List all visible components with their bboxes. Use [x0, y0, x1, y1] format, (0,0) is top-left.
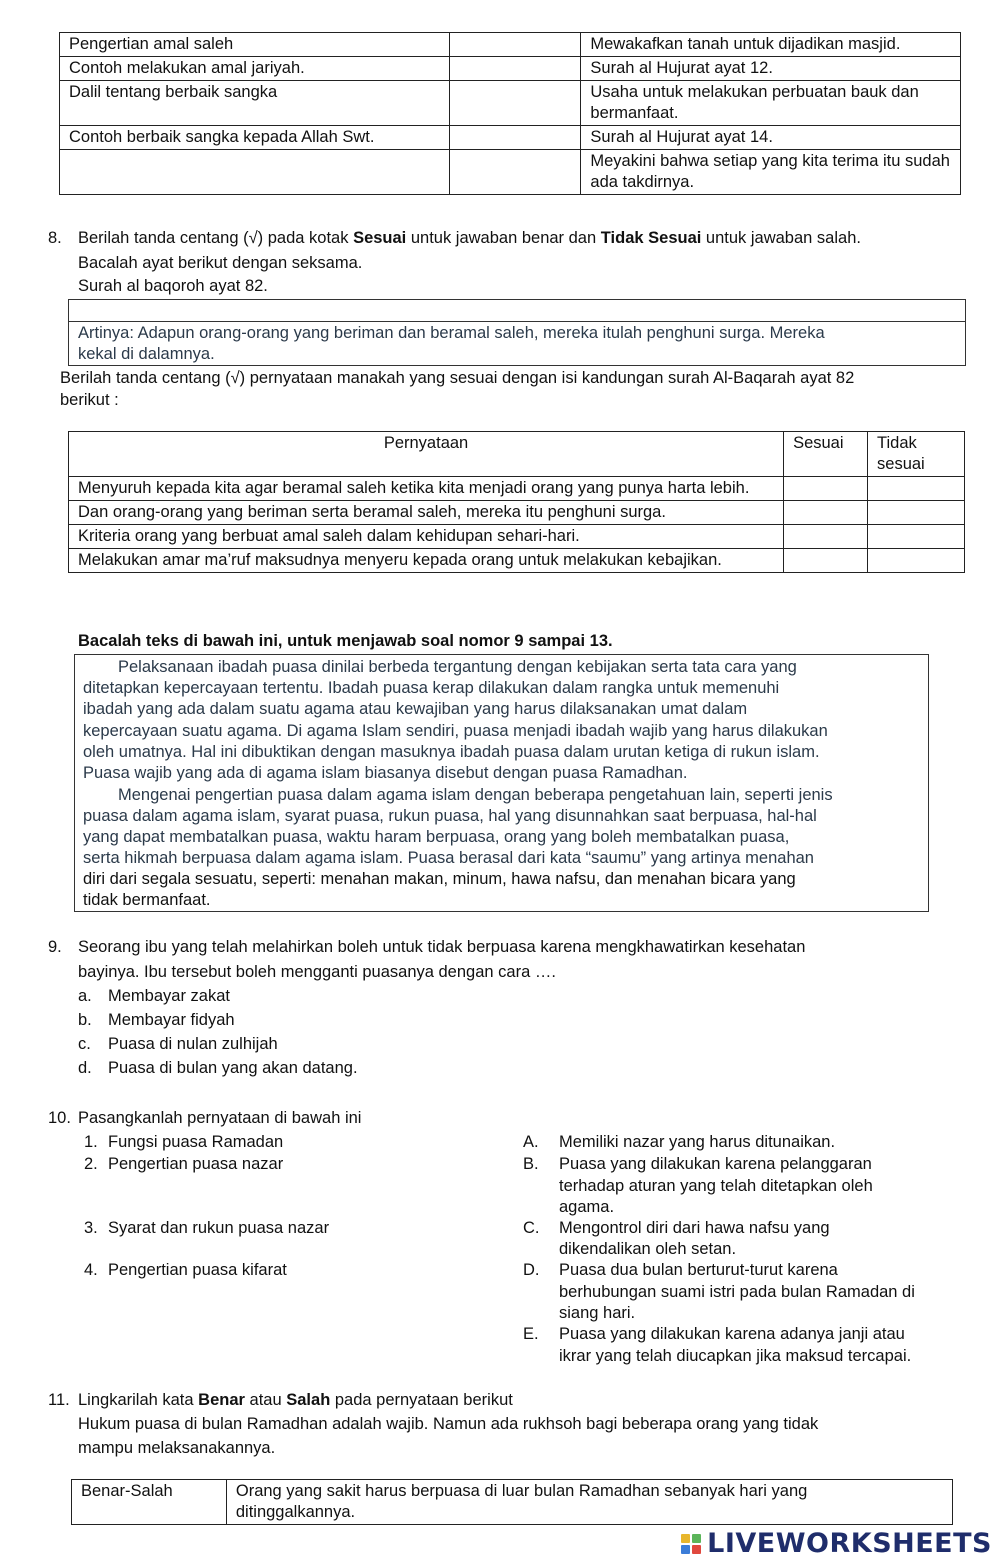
match-left-number: 2. — [84, 1155, 98, 1173]
table-row — [69, 477, 965, 501]
statement-prompt: berikut : — [60, 391, 119, 409]
statement-table — [68, 431, 965, 573]
question-11-number: 11. — [48, 1391, 70, 1409]
passage-line: ditetapkan kepercayaan tertentu. Ibadah puasa kerap dilakukan dalam rangka untuk memenuhi — [83, 679, 780, 697]
match-right-item-cont: ikrar yang telah diucapkan jika maksud tercapai. — [559, 1347, 912, 1365]
tidak-sesuai-checkbox[interactable] — [868, 501, 965, 525]
match-right-item[interactable]: Puasa yang dilakukan karena adanya janji atau — [559, 1325, 905, 1343]
statement-cell: Orang yang sakit harus berpuasa di luar bulan Ramadhan sebanyak hari yang ditinggalkannya. — [226, 1480, 952, 1525]
option-d-text[interactable]: Puasa di bulan yang akan datang. — [108, 1059, 358, 1077]
answer-blank[interactable] — [449, 33, 581, 57]
match-right-letter: C. — [523, 1219, 540, 1237]
match-right-item[interactable]: Puasa yang dilakukan karena pelanggaran — [559, 1155, 872, 1173]
sesuai-checkbox[interactable] — [784, 525, 868, 549]
statement-cell: Melakukan amar ma’ruf maksudnya menyeru kepada orang untuk melakukan kebajikan. — [69, 549, 784, 573]
question-11-instruction: Lingkarilah kata Benar atau Salah pada pernyataan berikut — [78, 1391, 513, 1409]
statement-cell: Kriteria orang yang berbuat amal saleh dalam kehidupan sehari-hari. — [69, 525, 784, 549]
answer-blank[interactable] — [449, 81, 581, 126]
option-c[interactable]: c. — [78, 1035, 91, 1053]
passage-line: ibadah yang ada dalam suatu agama atau kewajiban yang harus dilaksanakan umat dalam — [83, 700, 748, 718]
match-right-letter: E. — [523, 1325, 539, 1343]
table-cell: Usaha untuk melakukan perbuatan bauk dan bermanfaat. — [581, 81, 961, 126]
table-row — [69, 525, 965, 549]
match-right-item-cont: siang hari. — [559, 1304, 636, 1322]
table-row — [69, 549, 965, 573]
question-11-text: mampu melaksanakannya. — [78, 1439, 276, 1457]
match-left-item[interactable]: Pengertian puasa kifarat — [108, 1261, 287, 1279]
passage-line: Pelaksanaan ibadah puasa dinilai berbeda tergantung dengan kebijakan serta tata cara yang — [118, 658, 797, 676]
match-right-item-cont: dikendalikan oleh setan. — [559, 1240, 737, 1258]
table-cell: Contoh berbaik sangka kepada Allah Swt. — [60, 126, 450, 150]
passage-line: diri dari segala sesuatu, seperti: menahan makan, minum, hawa nafsu, dan menahan bicara yang — [83, 870, 796, 888]
logo-mark-icon — [681, 1534, 701, 1554]
passage-line: tidak bermanfaat. — [83, 891, 211, 909]
passage-line: Mengenai pengertian puasa dalam agama islam dengan beberapa pengetahuan lain, seperti jenis — [118, 786, 833, 804]
match-left-number: 4. — [84, 1261, 98, 1279]
header-tidak-sesuai: Tidak sesuai — [868, 432, 965, 477]
translation-line: Artinya: Adapun orang-orang yang beriman dan beramal saleh, mereka itulah penghuni surga. Mereka — [78, 324, 825, 342]
option-b[interactable]: b. — [78, 1011, 92, 1029]
arabic-verse-box — [68, 299, 966, 322]
answer-blank[interactable] — [449, 57, 581, 81]
read-instruction: Bacalah ayat berikut dengan seksama. — [78, 254, 363, 272]
sesuai-checkbox[interactable] — [784, 549, 868, 573]
passage-line: kepercayaan suatu agama. Di agama Islam sendiri, puasa menjadi ibadah wajib yang harus dilakukan — [83, 722, 828, 740]
table-row — [72, 1480, 953, 1525]
match-right-letter: A. — [523, 1133, 539, 1151]
option-a-text[interactable]: Membayar zakat — [108, 987, 230, 1005]
sesuai-checkbox[interactable] — [784, 477, 868, 501]
question-9-number: 9. — [48, 938, 62, 956]
match-right-item[interactable]: Puasa dua bulan berturut-turut karena — [559, 1261, 838, 1279]
match-right-item[interactable]: Mengontrol diri dari hawa nafsu yang — [559, 1219, 830, 1237]
table-row — [60, 57, 961, 81]
question-8-instruction: Berilah tanda centang (√) pada kotak Sesuai untuk jawaban benar dan Tidak Sesuai untuk jawaban salah. — [78, 229, 861, 247]
liveworksheets-logo[interactable] — [681, 1528, 992, 1559]
option-c-text[interactable]: Puasa di nulan zulhijah — [108, 1035, 278, 1053]
table-cell: Surah al Hujurat ayat 14. — [581, 126, 961, 150]
statement-prompt: Berilah tanda centang (√) pernyataan manakah yang sesuai dengan isi kandungan surah Al-Baqarah ayat 82 — [60, 369, 855, 387]
statement-cell: Dan orang-orang yang beriman serta beramal saleh, mereka itu penghuni surga. — [69, 501, 784, 525]
table-cell — [60, 150, 450, 195]
translation-line: kekal di dalamnya. — [78, 345, 215, 363]
statement-cell: Menyuruh kepada kita agar beramal saleh ketika kita menjadi orang yang punya harta lebih. — [69, 477, 784, 501]
table-row — [60, 33, 961, 57]
match-left-item[interactable]: Syarat dan rukun puasa nazar — [108, 1219, 330, 1237]
matching-table — [59, 32, 961, 195]
table-row — [60, 150, 961, 195]
match-right-item[interactable]: Memiliki nazar yang harus ditunaikan. — [559, 1133, 836, 1151]
table-cell: Pengertian amal saleh — [60, 33, 450, 57]
table-row — [60, 81, 961, 126]
passage-line: serta hikmah berpuasa dalam agama islam. Puasa berasal dari kata “saumu” yang artinya menahan — [83, 849, 814, 867]
sesuai-checkbox[interactable] — [784, 501, 868, 525]
answer-blank[interactable] — [449, 126, 581, 150]
match-right-item-cont: berhubungan suami istri pada bulan Ramadan di — [559, 1283, 915, 1301]
table-header-row — [69, 432, 965, 477]
tidak-sesuai-checkbox[interactable] — [868, 477, 965, 501]
table-row — [69, 501, 965, 525]
question-11-text: Hukum puasa di bulan Ramadhan adalah wajib. Namun ada rukhsoh bagi beberapa orang yang tidak — [78, 1415, 819, 1433]
table-cell: Dalil tentang berbaik sangka — [60, 81, 450, 126]
table-cell: Mewakafkan tanah untuk dijadikan masjid. — [581, 33, 961, 57]
header-sesuai: Sesuai — [784, 432, 868, 477]
match-left-number: 1. — [84, 1133, 98, 1151]
question-8-number: 8. — [48, 229, 62, 247]
answer-blank[interactable] — [449, 150, 581, 195]
passage-line: oleh umatnya. Hal ini dibuktikan dengan masuknya ibadah puasa dalam urutan ketiga di rukun islam. — [83, 743, 820, 761]
table-cell: Surah al Hujurat ayat 12. — [581, 57, 961, 81]
match-right-letter: D. — [523, 1261, 540, 1279]
tidak-sesuai-checkbox[interactable] — [868, 549, 965, 573]
surah-reference: Surah al baqoroh ayat 82. — [78, 277, 268, 295]
match-left-number: 3. — [84, 1219, 98, 1237]
benar-salah-table — [71, 1479, 953, 1525]
logo-text: LIVEWORKSHEETS — [707, 1528, 992, 1559]
tidak-sesuai-checkbox[interactable] — [868, 525, 965, 549]
table-row — [60, 126, 961, 150]
match-right-item-cont: terhadap aturan yang telah ditetapkan oleh — [559, 1177, 873, 1195]
benar-salah-choice[interactable]: Benar-Salah — [72, 1480, 227, 1525]
passage-line: yang dapat membatalkan puasa, waktu haram berpuasa, orang yang boleh membatalkan puasa, — [83, 828, 790, 846]
table-cell: Contoh melakukan amal jariyah. — [60, 57, 450, 81]
reading-heading: Bacalah teks di bawah ini, untuk menjawab soal nomor 9 sampai 13. — [78, 632, 613, 650]
question-9-text: bayinya. Ibu tersebut boleh mengganti puasanya dengan cara …. — [78, 963, 556, 981]
question-10-instruction: Pasangkanlah pernyataan di bawah ini — [78, 1109, 362, 1127]
match-right-letter: B. — [523, 1155, 539, 1173]
header-statement: Pernyataan — [69, 432, 784, 477]
passage-line: Puasa wajib yang ada di agama islam biasanya disebut dengan puasa Ramadhan. — [83, 764, 688, 782]
option-b-text[interactable]: Membayar fidyah — [108, 1011, 235, 1029]
question-9-text: Seorang ibu yang telah melahirkan boleh untuk tidak berpuasa karena mengkhawatirkan kesehatan — [78, 938, 806, 956]
table-cell: Meyakini bahwa setiap yang kita terima itu sudah ada takdirnya. — [581, 150, 961, 195]
question-10-number: 10. — [48, 1109, 71, 1127]
match-left-item[interactable]: Pengertian puasa nazar — [108, 1155, 284, 1173]
option-d[interactable]: d. — [78, 1059, 92, 1077]
passage-line: puasa dalam agama islam, syarat puasa, rukun puasa, hal yang disunnahkan saat berpuasa, hal-hal — [83, 807, 817, 825]
option-a[interactable]: a. — [78, 987, 92, 1005]
match-right-item-cont: agama. — [559, 1198, 615, 1216]
match-left-item[interactable]: Fungsi puasa Ramadan — [108, 1133, 284, 1151]
